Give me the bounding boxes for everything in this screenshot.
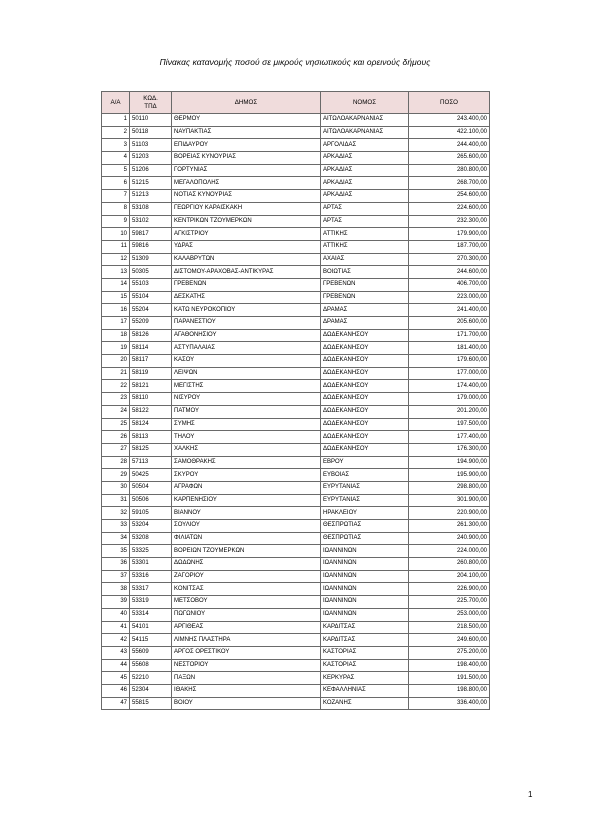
table-row [102,202,490,215]
cell-kod: 53314 [130,608,172,621]
cell-nomos: ΙΩΑΝΝΙΝΩΝ [321,608,409,621]
cell-aa: 12 [102,253,130,266]
cell-nomos: ΚΑΡΔΙΤΣΑΣ [321,634,409,647]
cell-kod: 51309 [130,253,172,266]
header-kod-line1: ΚΩΔ. [143,95,158,102]
cell-kod: 53108 [130,202,172,215]
cell-dimos: ΠΩΓΩΝΙΟΥ [172,608,321,621]
cell-dimos: ΒΙΑΝΝΟΥ [172,507,321,520]
table-row [102,684,490,697]
cell-dimos: ΓΟΡΤΥΝΙΑΣ [172,164,321,177]
cell-dimos: ΥΔΡΑΣ [172,240,321,253]
header-kod [130,92,172,114]
cell-aa: 5 [102,164,130,177]
cell-aa: 17 [102,317,130,330]
table-row [102,215,490,228]
cell-kod: 51103 [130,139,172,152]
table-row [102,697,490,710]
cell-dimos: ΣΑΜΟΘΡΑΚΗΣ [172,456,321,469]
cell-kod: 58119 [130,367,172,380]
cell-poso: 194.900,00 [409,456,490,469]
cell-dimos: ΔΕΣΚΑΤΗΣ [172,291,321,304]
cell-poso: 205.600,00 [409,317,490,330]
cell-kod: 52210 [130,672,172,685]
cell-kod: 53301 [130,558,172,571]
cell-nomos: ΙΩΑΝΝΙΝΩΝ [321,545,409,558]
page-title: Πίνακας κατανομής ποσού σε μικρούς νησιωτικούς και ορεινούς δήμους [159,57,431,67]
cell-poso: 174.400,00 [409,380,490,393]
cell-aa: 28 [102,456,130,469]
cell-nomos: ΔΩΔΕΚΑΝΗΣΟΥ [321,367,409,380]
cell-kod: 53325 [130,545,172,558]
cell-aa: 35 [102,545,130,558]
cell-kod: 58122 [130,405,172,418]
cell-nomos: ΚΑΣΤΟΡΙΑΣ [321,646,409,659]
cell-nomos: ΙΩΑΝΝΙΝΩΝ [321,596,409,609]
cell-kod: 58117 [130,355,172,368]
cell-nomos: ΕΥΡΥΤΑΝΙΑΣ [321,481,409,494]
table-row [102,190,490,203]
cell-aa: 4 [102,152,130,165]
cell-aa: 6 [102,177,130,190]
cell-nomos: ΔΩΔΕΚΑΝΗΣΟΥ [321,393,409,406]
cell-poso: 225.700,00 [409,596,490,609]
cell-poso: 254.600,00 [409,190,490,203]
cell-poso: 406.700,00 [409,278,490,291]
cell-aa: 8 [102,202,130,215]
table-row [102,380,490,393]
cell-dimos: ΣΟΥΛΙΟΥ [172,520,321,533]
cell-nomos: ΔΡΑΜΑΣ [321,317,409,330]
cell-nomos: ΚΑΣΤΟΡΙΑΣ [321,659,409,672]
cell-poso: 261.300,00 [409,520,490,533]
cell-nomos: ΚΕΦΑΛΛΗΝΙΑΣ [321,684,409,697]
cell-nomos: ΘΕΣΠΡΩΤΙΑΣ [321,520,409,533]
cell-poso: 280.800,00 [409,164,490,177]
cell-nomos: ΑΧΑΙΑΣ [321,253,409,266]
cell-nomos: ΕΥΒΟΙΑΣ [321,469,409,482]
cell-nomos: ΙΩΑΝΝΙΝΩΝ [321,558,409,571]
cell-nomos: ΕΥΡΥΤΑΝΙΑΣ [321,494,409,507]
cell-dimos: ΝΙΣΥΡΟΥ [172,393,321,406]
allocation-table [101,91,490,710]
cell-aa: 31 [102,494,130,507]
cell-aa: 14 [102,278,130,291]
cell-kod: 53319 [130,596,172,609]
cell-nomos: ΔΩΔΕΚΑΝΗΣΟΥ [321,380,409,393]
header-poso: ΠΟΣΟ [409,92,490,114]
cell-dimos: ΔΙΣΤΟΜΟΥ-ΑΡΑΧΟΒΑΣ-ΑΝΤΙΚΥΡΑΣ [172,266,321,279]
cell-dimos: ΣΚΥΡΟΥ [172,469,321,482]
cell-poso: 241.400,00 [409,304,490,317]
cell-aa: 22 [102,380,130,393]
cell-kod: 55104 [130,291,172,304]
cell-dimos: ΜΕΓΙΣΤΗΣ [172,380,321,393]
cell-dimos: ΛΕΙΨΩΝ [172,367,321,380]
cell-aa: 37 [102,570,130,583]
header-kod-line2: ΤΠΔ [144,102,157,110]
table-row [102,152,490,165]
table-row [102,646,490,659]
cell-nomos: ΑΡΤΑΣ [321,202,409,215]
table-row [102,431,490,444]
cell-poso: 260.800,00 [409,558,490,571]
cell-dimos: ΘΕΡΜΟΥ [172,114,321,127]
cell-poso: 270.300,00 [409,253,490,266]
cell-nomos: ΒΟΙΩΤΙΑΣ [321,266,409,279]
cell-dimos: ΖΑΓΟΡΙΟΥ [172,570,321,583]
cell-kod: 58121 [130,380,172,393]
cell-poso: 223.000,00 [409,291,490,304]
cell-poso: 224.000,00 [409,545,490,558]
cell-nomos: ΘΕΣΠΡΩΤΙΑΣ [321,532,409,545]
cell-kod: 55209 [130,317,172,330]
cell-nomos: ΔΩΔΕΚΑΝΗΣΟΥ [321,355,409,368]
cell-dimos: ΕΠΙΔΑΥΡΟΥ [172,139,321,152]
cell-poso: 177.000,00 [409,367,490,380]
cell-poso: 224.600,00 [409,202,490,215]
cell-poso: 243.400,00 [409,114,490,127]
cell-kod: 58113 [130,431,172,444]
cell-kod: 50506 [130,494,172,507]
cell-kod: 58114 [130,342,172,355]
cell-nomos: ΑΙΤΩΛΟΑΚΑΡΝΑΝΙΑΣ [321,126,409,139]
table-row [102,304,490,317]
cell-poso: 198.800,00 [409,684,490,697]
cell-aa: 3 [102,139,130,152]
table-row [102,494,490,507]
table-row [102,621,490,634]
table-row [102,240,490,253]
cell-dimos: ΙΘΑΚΗΣ [172,684,321,697]
table-row [102,596,490,609]
cell-aa: 21 [102,367,130,380]
cell-kod: 53317 [130,583,172,596]
cell-nomos: ΑΡΤΑΣ [321,215,409,228]
table-row [102,342,490,355]
cell-nomos: ΑΡΚΑΔΙΑΣ [321,177,409,190]
table-header-row [102,92,490,114]
cell-nomos: ΓΡΕΒΕΝΩΝ [321,291,409,304]
table-row [102,469,490,482]
cell-nomos: ΙΩΑΝΝΙΝΩΝ [321,570,409,583]
cell-dimos: ΜΕΓΑΛΟΠΟΛΗΣ [172,177,321,190]
table-row [102,291,490,304]
cell-poso: 179.600,00 [409,355,490,368]
cell-nomos: ΕΒΡΟΥ [321,456,409,469]
cell-nomos: ΑΡΚΑΔΙΑΣ [321,152,409,165]
table-row [102,634,490,647]
cell-poso: 220.900,00 [409,507,490,520]
cell-dimos: ΝΑΥΠΑΚΤΙΑΣ [172,126,321,139]
table-row [102,126,490,139]
cell-dimos: ΒΟΙΟΥ [172,697,321,710]
cell-kod: 57113 [130,456,172,469]
cell-aa: 39 [102,596,130,609]
cell-dimos: ΑΓΡΑΦΩΝ [172,481,321,494]
cell-aa: 18 [102,329,130,342]
cell-dimos: ΣΥΜΗΣ [172,418,321,431]
table-row [102,443,490,456]
cell-poso: 195.900,00 [409,469,490,482]
cell-nomos: ΑΡΚΑΔΙΑΣ [321,190,409,203]
cell-poso: 226.900,00 [409,583,490,596]
cell-poso: 232.300,00 [409,215,490,228]
cell-kod: 55608 [130,659,172,672]
cell-dimos: ΚΑΤΩ ΝΕΥΡΟΚΟΠΙΟΥ [172,304,321,317]
cell-aa: 26 [102,431,130,444]
cell-poso: 198.400,00 [409,659,490,672]
cell-aa: 43 [102,646,130,659]
cell-aa: 19 [102,342,130,355]
cell-poso: 197.500,00 [409,418,490,431]
cell-dimos: ΚΕΝΤΡΙΚΩΝ ΤΖΟΥΜΕΡΚΩΝ [172,215,321,228]
cell-nomos: ΔΡΑΜΑΣ [321,304,409,317]
cell-aa: 33 [102,520,130,533]
cell-nomos: ΙΩΑΝΝΙΝΩΝ [321,583,409,596]
cell-kod: 53316 [130,570,172,583]
page-number: 1 [528,790,533,799]
cell-aa: 32 [102,507,130,520]
cell-nomos: ΔΩΔΕΚΑΝΗΣΟΥ [321,405,409,418]
cell-kod: 50425 [130,469,172,482]
cell-kod: 50118 [130,126,172,139]
table-row [102,164,490,177]
cell-poso: 422.100,00 [409,126,490,139]
table-row [102,329,490,342]
cell-aa: 44 [102,659,130,672]
cell-dimos: ΦΙΛΙΑΤΩΝ [172,532,321,545]
table-row [102,139,490,152]
cell-dimos: ΒΟΡΕΙΩΝ ΤΖΟΥΜΕΡΚΩΝ [172,545,321,558]
cell-poso: 265.600,00 [409,152,490,165]
table-row [102,659,490,672]
table-row [102,228,490,241]
cell-poso: 218.500,00 [409,621,490,634]
cell-dimos: ΑΡΓΟΣ ΟΡΕΣΤΙΚΟΥ [172,646,321,659]
cell-kod: 52304 [130,684,172,697]
cell-aa: 9 [102,215,130,228]
cell-dimos: ΠΑΞΩΝ [172,672,321,685]
cell-kod: 54115 [130,634,172,647]
cell-aa: 46 [102,684,130,697]
cell-dimos: ΤΗΛΟΥ [172,431,321,444]
cell-kod: 58126 [130,329,172,342]
cell-poso: 268.700,00 [409,177,490,190]
table-row [102,253,490,266]
cell-nomos: ΑΤΤΙΚΗΣ [321,240,409,253]
cell-nomos: ΚΕΡΚΥΡΑΣ [321,672,409,685]
cell-dimos: ΚΟΝΙΤΣΑΣ [172,583,321,596]
table-row [102,570,490,583]
cell-kod: 55103 [130,278,172,291]
cell-aa: 34 [102,532,130,545]
cell-nomos: ΑΙΤΩΛΟΑΚΑΡΝΑΝΙΑΣ [321,114,409,127]
cell-poso: 298.800,00 [409,481,490,494]
cell-dimos: ΑΓΑΘΟΝΗΣΙΟΥ [172,329,321,342]
cell-aa: 47 [102,697,130,710]
cell-poso: 275.200,00 [409,646,490,659]
cell-dimos: ΝΕΣΤΟΡΙΟΥ [172,659,321,672]
table-row [102,520,490,533]
cell-nomos: ΔΩΔΕΚΑΝΗΣΟΥ [321,342,409,355]
cell-aa: 15 [102,291,130,304]
cell-nomos: ΔΩΔΕΚΑΝΗΣΟΥ [321,431,409,444]
cell-aa: 11 [102,240,130,253]
table-row [102,532,490,545]
cell-poso: 244.600,00 [409,266,490,279]
cell-poso: 176.300,00 [409,443,490,456]
cell-poso: 177.400,00 [409,431,490,444]
cell-aa: 2 [102,126,130,139]
cell-poso: 171.700,00 [409,329,490,342]
cell-dimos: ΓΕΩΡΓΙΟΥ ΚΑΡΑΙΣΚΑΚΗ [172,202,321,215]
table-row [102,456,490,469]
cell-kod: 51215 [130,177,172,190]
cell-aa: 25 [102,418,130,431]
cell-poso: 187.700,00 [409,240,490,253]
cell-dimos: ΑΣΤΥΠΑΛΑΙΑΣ [172,342,321,355]
cell-aa: 13 [102,266,130,279]
cell-poso: 336.400,00 [409,697,490,710]
cell-nomos: ΓΡΕΒΕΝΩΝ [321,278,409,291]
cell-poso: 301.900,00 [409,494,490,507]
cell-aa: 27 [102,443,130,456]
cell-kod: 59817 [130,228,172,241]
cell-aa: 38 [102,583,130,596]
table-row [102,481,490,494]
table-row [102,393,490,406]
cell-dimos: ΑΡΓΙΘΕΑΣ [172,621,321,634]
cell-poso: 240.900,00 [409,532,490,545]
cell-nomos: ΔΩΔΕΚΑΝΗΣΟΥ [321,443,409,456]
cell-kod: 53204 [130,520,172,533]
cell-poso: 179.900,00 [409,228,490,241]
cell-kod: 51203 [130,152,172,165]
cell-poso: 181.400,00 [409,342,490,355]
cell-nomos: ΚΑΡΔΙΤΣΑΣ [321,621,409,634]
header-aa: Α/Α [102,92,130,114]
table-row [102,355,490,368]
cell-kod: 58110 [130,393,172,406]
cell-kod: 51213 [130,190,172,203]
cell-nomos: ΑΡΚΑΔΙΑΣ [321,164,409,177]
cell-kod: 50305 [130,266,172,279]
table-body [102,114,490,710]
cell-aa: 41 [102,621,130,634]
cell-aa: 29 [102,469,130,482]
cell-nomos: ΗΡΑΚΛΕΙΟΥ [321,507,409,520]
table-row [102,405,490,418]
cell-aa: 7 [102,190,130,203]
table-row [102,114,490,127]
cell-aa: 24 [102,405,130,418]
cell-nomos: ΑΡΓΟΛΙΔΑΣ [321,139,409,152]
cell-kod: 55609 [130,646,172,659]
cell-kod: 59105 [130,507,172,520]
table-row [102,608,490,621]
table-row [102,367,490,380]
table-row [102,266,490,279]
cell-kod: 58125 [130,443,172,456]
cell-dimos: ΧΑΛΚΗΣ [172,443,321,456]
cell-poso: 179.000,00 [409,393,490,406]
cell-kod: 53102 [130,215,172,228]
cell-aa: 10 [102,228,130,241]
table-row [102,507,490,520]
header-dimos: ΔΗΜΟΣ [172,92,321,114]
cell-dimos: ΓΡΕΒΕΝΩΝ [172,278,321,291]
cell-nomos: ΑΤΤΙΚΗΣ [321,228,409,241]
cell-kod: 51206 [130,164,172,177]
table-row [102,317,490,330]
cell-kod: 55815 [130,697,172,710]
cell-poso: 204.100,00 [409,570,490,583]
cell-aa: 20 [102,355,130,368]
cell-aa: 40 [102,608,130,621]
cell-dimos: ΜΕΤΣΟΒΟΥ [172,596,321,609]
cell-aa: 23 [102,393,130,406]
cell-poso: 201.200,00 [409,405,490,418]
cell-dimos: ΝΟΤΙΑΣ ΚΥΝΟΥΡΙΑΣ [172,190,321,203]
cell-aa: 1 [102,114,130,127]
cell-dimos: ΚΑΡΠΕΝΗΣΙΟΥ [172,494,321,507]
cell-aa: 42 [102,634,130,647]
cell-nomos: ΔΩΔΕΚΑΝΗΣΟΥ [321,329,409,342]
table-row [102,583,490,596]
cell-kod: 53208 [130,532,172,545]
table-row [102,418,490,431]
cell-poso: 191.500,00 [409,672,490,685]
cell-dimos: ΛΙΜΝΗΣ ΠΛΑΣΤΗΡΑ [172,634,321,647]
cell-aa: 36 [102,558,130,571]
cell-dimos: ΠΑΤΜΟΥ [172,405,321,418]
cell-poso: 244.400,00 [409,139,490,152]
cell-nomos: ΚΟΖΑΝΗΣ [321,697,409,710]
table-row [102,558,490,571]
cell-aa: 45 [102,672,130,685]
table-row [102,672,490,685]
cell-aa: 16 [102,304,130,317]
cell-kod: 59816 [130,240,172,253]
cell-kod: 58124 [130,418,172,431]
cell-kod: 54101 [130,621,172,634]
table-row [102,278,490,291]
cell-poso: 249.600,00 [409,634,490,647]
cell-dimos: ΒΟΡΕΙΑΣ ΚΥΝΟΥΡΙΑΣ [172,152,321,165]
cell-nomos: ΔΩΔΕΚΑΝΗΣΟΥ [321,418,409,431]
cell-poso: 253.000,00 [409,608,490,621]
header-nomos: ΝΟΜΟΣ [321,92,409,114]
cell-dimos: ΚΑΣΟΥ [172,355,321,368]
cell-kod: 55204 [130,304,172,317]
table-row [102,545,490,558]
cell-aa: 30 [102,481,130,494]
cell-dimos: ΔΩΔΩΝΗΣ [172,558,321,571]
cell-kod: 50110 [130,114,172,127]
table-row [102,177,490,190]
cell-dimos: ΠΑΡΑΝΕΣΤΙΟΥ [172,317,321,330]
cell-dimos: ΚΑΛΑΒΡΥΤΩΝ [172,253,321,266]
cell-kod: 50504 [130,481,172,494]
cell-dimos: ΑΓΚΙΣΤΡΙΟΥ [172,228,321,241]
